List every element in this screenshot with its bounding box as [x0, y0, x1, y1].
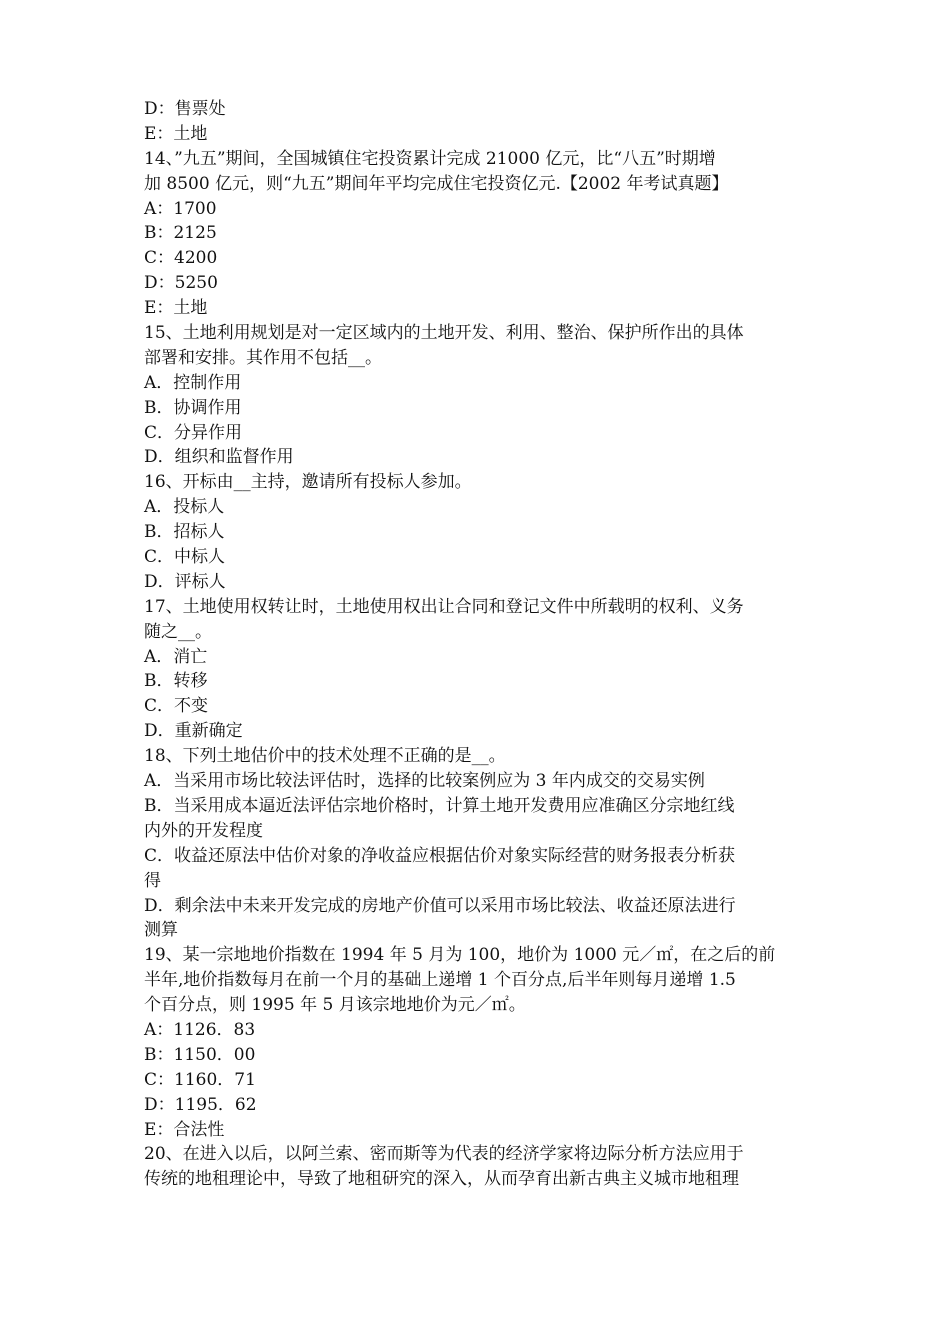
question-line: 个百分点，则 1995 年 5 月该宗地地价为元／㎡。	[144, 995, 526, 1016]
question-line: 传统的地租理论中，导致了地租研究的深入，从而孕育出新古典主义城市地租理	[144, 1169, 739, 1190]
option-line: D．剩余法中未来开发完成的房地产价值可以采用市场比较法、收益还原法进行	[144, 895, 736, 916]
option-line: B．当采用成本逼近法评估宗地价格时，计算土地开发费用应准确区分宗地红线	[144, 795, 735, 816]
option-line: C．不变	[144, 696, 209, 717]
option-line: A．控制作用	[144, 372, 242, 393]
option-line: 测算	[144, 920, 178, 941]
question-line: 20、在进入以后，以阿兰索、密而斯等为代表的经济学家将边际分析方法应用于	[144, 1144, 744, 1165]
option-line: B．招标人	[144, 522, 225, 543]
option-line: B：2125	[144, 223, 217, 244]
option-line: E：土地	[144, 298, 208, 319]
option-line: A．投标人	[144, 497, 225, 518]
option-line: A．消亡	[144, 646, 208, 667]
question-line: 17、土地使用权转让时，土地使用权出让合同和登记文件中所载明的权利、义务	[144, 596, 744, 617]
option-line: C．收益还原法中估价对象的净收益应根据估价对象实际经营的财务报表分析获	[144, 845, 736, 866]
option-line: B：1150．00	[144, 1044, 256, 1065]
option-line: C．分异作用	[144, 422, 243, 443]
question-line: 随之__。	[144, 621, 212, 642]
option-line: 得	[144, 870, 161, 891]
option-line: B．转移	[144, 671, 208, 692]
option-line: A：1126．83	[144, 1019, 256, 1040]
document-body	[144, 97, 820, 1192]
option-line: D．重新确定	[144, 721, 243, 742]
option-line: C：4200	[144, 248, 218, 269]
option-line: D：售票处	[144, 99, 226, 119]
question-line: 19、某一宗地地价指数在 1994 年 5 月为 100，地价为 1000 元／㎡，在之后的前	[144, 945, 776, 966]
question-line: 半年,地价指数每月在前一个月的基础上递增 1 个百分点,后半年则每月递增 1.5	[144, 970, 736, 991]
question-line: 16、开标由__主持，邀请所有投标人参加。	[144, 472, 472, 493]
option-line: D．评标人	[144, 571, 226, 592]
option-line: E：土地	[144, 123, 208, 144]
question-line: 加 8500 亿元，则“九五”期间年平均完成住宅投资亿元.【2002 年考试真题】	[144, 173, 729, 194]
option-line: A：1700	[144, 198, 217, 219]
option-line: C：1160．71	[144, 1069, 256, 1090]
question-line: 部署和安排。其作用不包括__。	[144, 347, 382, 368]
question-line: 18、下列土地估价中的技术处理不正确的是__。	[144, 746, 506, 767]
question-line: 15、土地利用规划是对一定区域内的土地开发、利用、整治、保护所作出的具体	[144, 323, 744, 344]
option-line: D．组织和监督作用	[144, 447, 294, 468]
option-line: B．协调作用	[144, 397, 242, 418]
option-line: C．中标人	[144, 547, 226, 568]
option-line: D：5250	[144, 273, 218, 294]
option-line: D：1195．62	[144, 1094, 257, 1115]
option-line: E：合法性	[144, 1119, 225, 1140]
option-line: A．当采用市场比较法评估时，选择的比较案例应为 3 年内成交的交易实例	[144, 771, 705, 792]
question-line: 14、”九五”期间，全国城镇住宅投资累计完成 21000 亿元，比“八五”时期增	[144, 148, 716, 169]
option-line: 内外的开发程度	[144, 820, 263, 841]
